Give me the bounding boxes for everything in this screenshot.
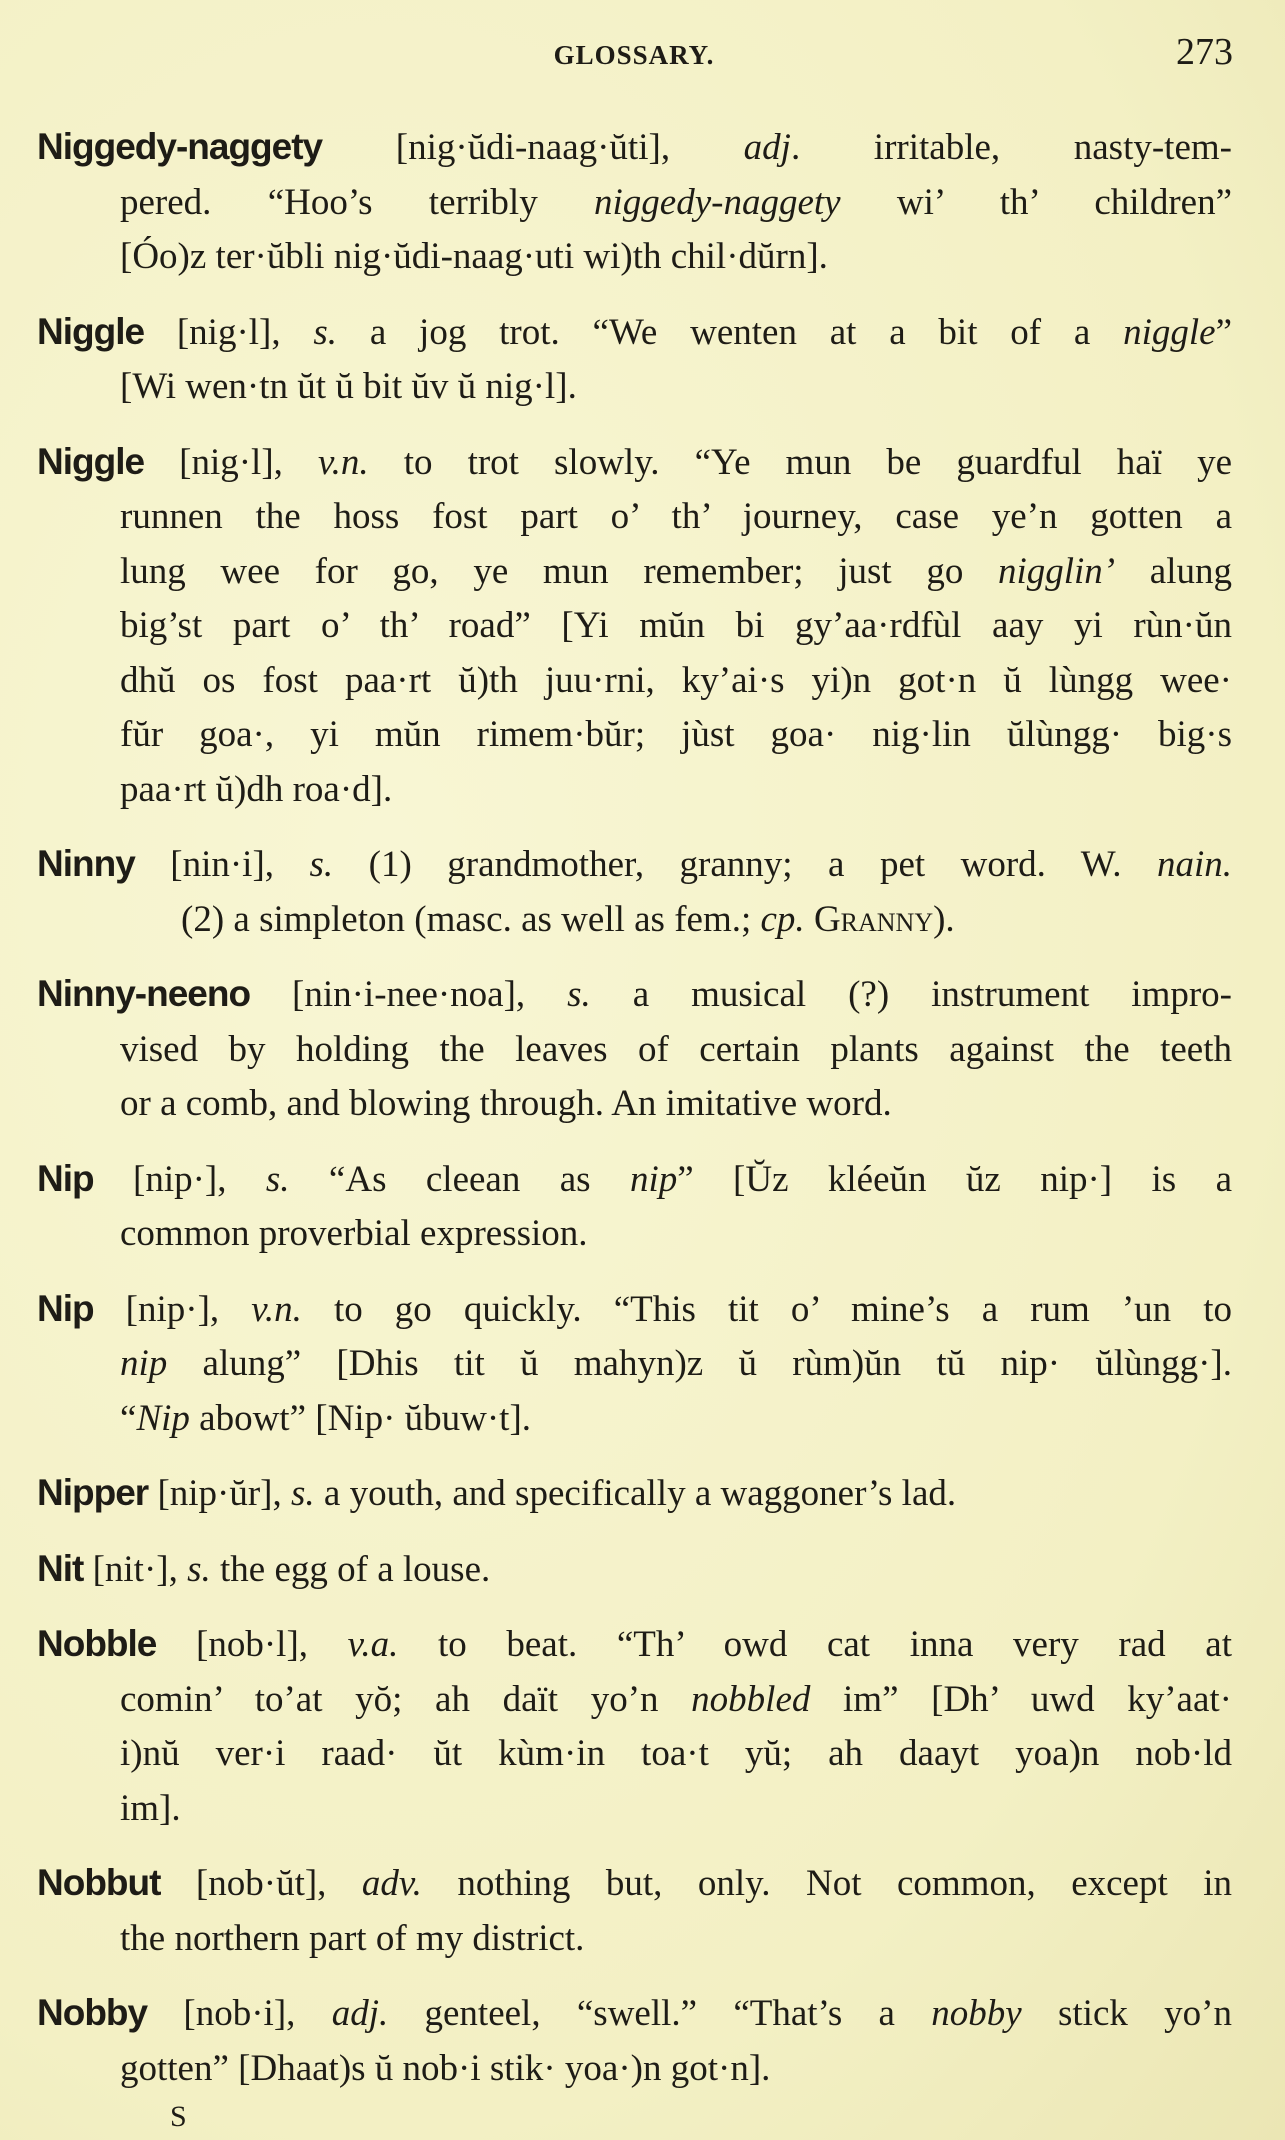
text-run: to beat. “Th’ owd cat inna very rad at [398,1624,1232,1665]
glossary-entry [37,1856,1232,1966]
glossary-entry [37,435,1232,818]
text-run: (1) grandmother, granny; a pet word. W. [333,844,1157,885]
text-run: [nob·l], [156,1624,348,1665]
text-run: or a comb, and blowing through. An imitative word. [120,1083,892,1124]
text-run: im” [Dh’ uwd ky’aat· [810,1678,1232,1720]
headword: Nit [37,1547,84,1589]
entry-continuation-line [37,2042,1232,2097]
text-run: [Óo)z ter·ŭbli nig·ŭdi-naag·uti wi)th chil·dŭrn]. [120,236,828,277]
glossary-entry [37,1152,1232,1262]
italic-text: Nip [136,1397,190,1439]
text-run: [nin·i-nee·noa], [250,974,568,1015]
entry-continuation-line [37,1023,1232,1078]
headword: Nipper [37,1472,149,1513]
headword: Niggle [37,440,145,482]
text-run: a youth, and specifically a waggoner’s lad. [314,1473,957,1514]
headword: Nip [37,1157,94,1199]
italic-text: nip [629,1158,678,1200]
italic-text: v.n. [251,1288,302,1330]
italic-text: adv. [361,1863,422,1904]
glossary-entry [37,967,1232,1132]
italic-text: niggedy-naggety [594,181,841,223]
headword: Ninny [37,843,135,884]
text-run: the northern part of my district. [120,1917,585,1959]
entry-first-line [37,1617,1232,1673]
headword: Niggle [37,310,145,352]
headword: Nobby [37,1992,148,2033]
text-run: dhŭ os fost paa·rt ŭ)th juu·rni, ky’ai·s yi)n got·n ŭ lùngg wee· [120,659,1232,701]
entry-first-line [37,1466,1232,1522]
entry-continuation-line [37,1337,1232,1392]
text-run: [nip·], [93,1288,252,1330]
running-header-title: GLOSSARY. [553,40,715,70]
entry-continuation-line [37,599,1232,654]
italic-text: v.n. [317,441,369,483]
italic-text: nobby [931,1993,1022,2034]
entry-continuation-line [37,176,1232,231]
text-run: i)nŭ ver·i raad· ŭt kùm·in toa·t yŭ; ah daayt yoa)n nob·ld [120,1733,1232,1774]
entry-first-line [37,435,1232,491]
text-run: alung [1115,550,1232,592]
glossary-entry [37,1542,1232,1598]
text-run: [nit·], [83,1548,188,1590]
italic-text: v.a. [347,1624,399,1665]
italic-text: nobbled [691,1678,811,1720]
italic-text: nip [120,1343,168,1384]
entry-continuation-line [37,360,1232,415]
entry-continuation-line [37,490,1232,545]
text-run: paa·rt ŭ)dh roa·d]. [120,768,393,810]
text-run: im]. [120,1787,181,1829]
entry-first-line [37,967,1232,1023]
entry-continuation-line [37,654,1232,709]
text-run: ” [Ŭz kléeŭn ŭz nip·] is a [677,1158,1232,1200]
italic-text: s. [567,974,591,1015]
italic-text: nigglin’ [997,550,1116,592]
text-run: [nig·l], [144,441,318,483]
entry-first-line [37,1282,1232,1338]
glossary-entry [37,1617,1232,1836]
text-run: comin’ to’at yŏ; ah daït yo’n [120,1678,692,1720]
glossary-entry [37,1986,1232,2096]
text-run: stick yo’n [1021,1993,1233,2034]
italic-text: s. [291,1473,315,1514]
text-run: runnen the hoss fost part o’ th’ journey, case ye’n gotten a [120,496,1232,537]
entry-continuation-line [37,1673,1232,1728]
italic-text: s. [313,311,338,353]
entry-continuation-line [37,1782,1232,1837]
italic-text: s. [309,844,334,885]
text-run: gotten” [Dhaat)s ŭ nob·i stik· yoa·)n got·n]. [120,2047,771,2089]
entry-continuation-line [37,1392,1232,1447]
text-run: pered. “Hoo’s terribly [120,181,594,223]
entry-continuation-line [37,763,1232,818]
entry-first-line [37,837,1232,893]
text-run: wi’ th’ children” [840,181,1232,223]
text-run: “As cleean as [289,1158,630,1200]
headword: Nobbut [37,1862,161,1903]
text-run: abowt” [Nip· ŭbuw·t]. [189,1397,532,1439]
text-run: [nig·l], [144,311,314,353]
italic-text: s. [187,1548,211,1590]
text-run: [nip·], [93,1158,266,1200]
text-run: [nin·i], [134,844,310,885]
glossary-entry [37,120,1232,285]
text-run: [nip·ŭr], [148,1473,292,1514]
headword: Nip [37,1287,94,1329]
text-run: genteel, “swell.” “That’s a [388,1993,932,2034]
entry-continuation-line [37,1207,1232,1262]
text-run: to go quickly. “This tit o’ mine’s a rum ’un to [301,1288,1232,1330]
page-number: 273 [1176,31,1233,73]
text-run: ” [1215,311,1232,353]
italic-text: cp. [760,898,805,940]
text-run: . irritable, nasty-tem- [790,127,1232,168]
text-run: lung wee for go, ye mun remember; just go [120,550,998,592]
entry-continuation-line [37,893,1232,948]
entry-continuation-line [37,708,1232,763]
entry-first-line [37,1986,1232,2042]
text-run: vised by holding the leaves of certain plants against the teeth [120,1028,1232,1070]
small-caps-text: Granny [813,898,934,940]
text-run: [Wi wen·tn ŭt ŭ bit ŭv ŭ nig·l]. [120,366,577,407]
italic-text: s. [265,1158,290,1200]
glossary-entry [37,1282,1232,1447]
signature-mark: S [170,2100,187,2133]
entry-first-line [37,1856,1232,1912]
text-run: [nob·ŭt], [160,1863,362,1904]
text-run: big’st part o’ th’ road” [Yi mŭn bi gy’aa·rdfùl aay yi rùn·ŭn [120,605,1232,646]
glossary-entry [37,305,1232,415]
italic-text: nain. [1156,844,1232,885]
text-run: to trot slowly. “Ye mun be guardful haï ye [368,441,1232,483]
headword: Nobble [37,1623,157,1664]
entry-continuation-line [37,1727,1232,1782]
entry-continuation-line [37,1077,1232,1132]
text-run: ). [933,898,955,940]
text-run: nothing but, only. Not common, except in [421,1863,1233,1904]
italic-text: adj. [331,1993,389,2034]
glossary-entry [37,1466,1232,1522]
glossary-entries [37,120,1232,2116]
italic-text: niggle [1123,311,1216,353]
text-run [805,899,814,940]
italic-text: adj [743,127,791,168]
text-run: the egg of a louse. [210,1548,491,1590]
entry-continuation-line [37,230,1232,285]
text-run: alung” [Dhis tit ŭ mahyn)z ŭ rùm)ŭn tŭ nip· ŭlùngg·]. [167,1343,1232,1384]
entry-first-line [37,305,1232,361]
entry-continuation-line [37,545,1232,600]
glossary-entry [37,837,1232,947]
text-run: a jog trot. “We wenten at a bit of a [337,311,1124,353]
entry-first-line [37,120,1232,176]
entry-continuation-line [37,1912,1232,1967]
headword: Niggedy-naggety [37,126,323,167]
text-run: fŭr goa·, yi mŭn rimem·bŭr; jùst goa· nig·lin ŭlùngg· big·s [120,714,1232,755]
entry-first-line [37,1152,1232,1208]
text-run: [nig·ŭdi-naag·ŭti], [322,127,744,168]
text-run: common proverbial expression. [120,1213,588,1254]
text-run: “ [120,1397,137,1439]
entry-first-line [37,1542,1232,1598]
text-run: [nob·i], [147,1993,332,2034]
headword: Ninny-neeno [37,973,251,1014]
text-run: a musical (?) instrument impro- [590,974,1232,1015]
text-run: (2) a simpleton (masc. as well as fem.; [181,898,761,940]
